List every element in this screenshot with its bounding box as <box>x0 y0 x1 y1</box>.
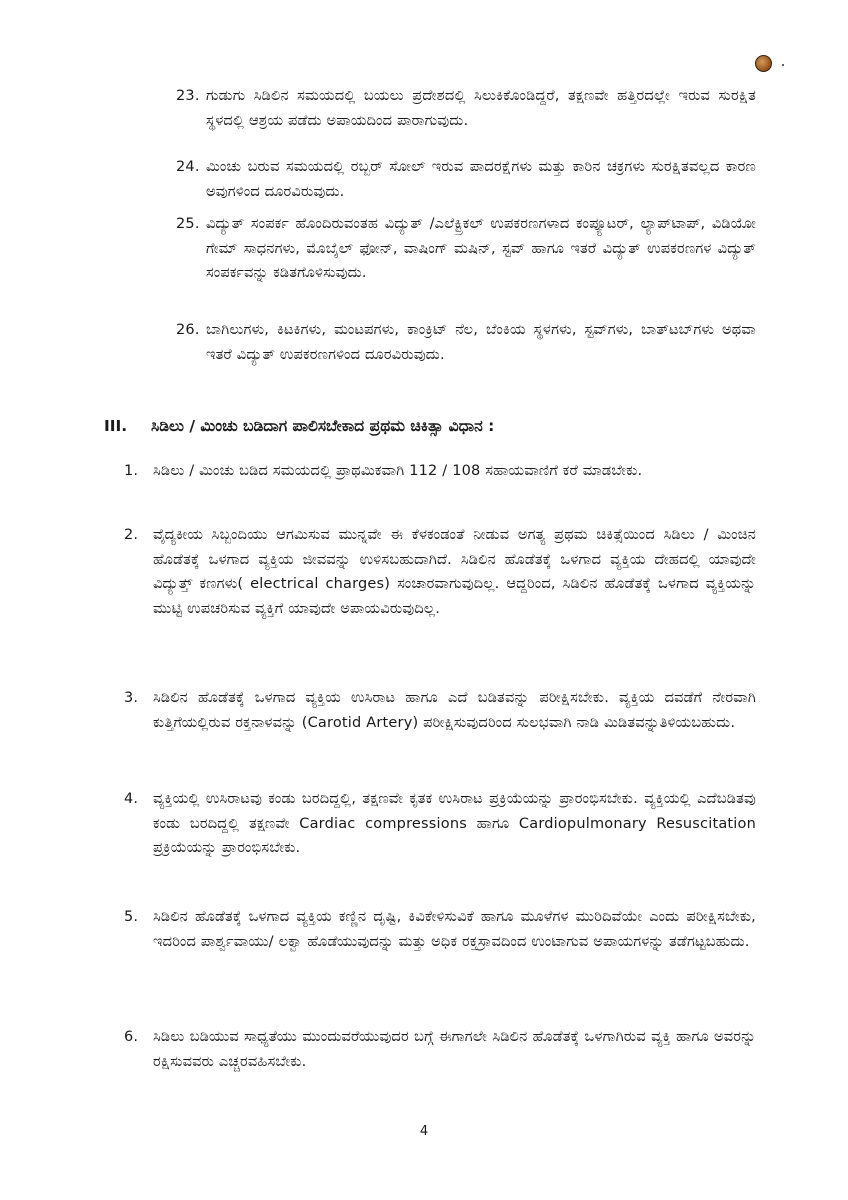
list-item <box>124 1025 756 1074</box>
item-text: ಗುಡುಗು ಸಿಡಿಲಿನ ಸಮಯದಲ್ಲಿ ಬಯಲು ಪ್ರದೇಶದಲ್ಲಿ ಸಿಲುಕಿಕೊಂಡಿದ್ದರೆ, ತಕ್ಷಣವೇ ಹತ್ತಿರದಲ್ಲೇ ಇರುವ ಸುರಕ್ಷಿತ ಸ್ಥಳದಲ್ಲಿ ಆಶ್ರಯ ಪಡೆದು ಅಪಾಯದಿಂದ ಪಾರಾಗುವುದು. <box>206 88 756 129</box>
section-number: III. <box>104 417 128 435</box>
item-number: 24. <box>176 159 200 175</box>
item-text: ವೈದ್ಯಕೀಯ ಸಿಬ್ಬಂದಿಯು ಆಗಮಿಸುವ ಮುನ್ನವೇ ಈ ಕೆಳಕಂಡಂತೆ ನೀಡುವ ಅಗತ್ಯ ಪ್ರಥಮ ಚಿಕಿತ್ಸೆಯಿಂದ ಸಿಡಿಲು / ಮಿಂಚಿನ ಹೊಡೆತಕ್ಕೆ ಒಳಗಾದ ವ್ಯಕ್ತಿಯ ಜೀವವನ್ನು ಉಳಿಸಬಹುದಾಗಿದೆ. ಸಿಡಿಲಿನ ಹೊಡೆತಕ್ಕೆ ಒಳಗಾದ ವ್ಯಕ್ತಿಯ ದೇಹದಲ್ಲಿ ಯಾವುದೇ ವಿದ್ಯುತ್ತ್ ಕಣಗಳು( electrical charges) ಸಂಚಾರವಾಗುವುದಿಲ್ಲ. ಆದ್ದರಿಂದ, ಸಿಡಿಲಿನ ಹೊಡೆತಕ್ಕೆ ಒಳಗಾದ ವ್ಯಕ್ತಿಯನ್ನು ಮುಟ್ಟಿ ಉಪಚರಿಸುವ ವ್ಯಕ್ತಿಗೆ ಯಾವುದೇ ಅಪಾಯವಿರುವುದಿಲ್ಲ. <box>153 527 756 617</box>
list-item <box>176 155 756 204</box>
item-number: 25. <box>176 216 200 232</box>
list-item <box>124 787 756 861</box>
item-number: 4. <box>124 791 139 807</box>
item-text: ಸಿಡಿಲು ಬಡಿಯುವ ಸಾಧ್ಯತೆಯು ಮುಂದುವರೆಯುವುದರ ಬಗ್ಗೆ ಈಗಾಗಲೇ ಸಿಡಿಲಿನ ಹೊಡೆತಕ್ಕೆ ಒಳಗಾಗಿರುವ ವ್ಯಕ್ತಿ ಹಾಗೂ ಅವರನ್ನು ರಕ್ಷಿಸುವವರು ಎಚ್ಚರವಹಿಸಬೇಕು. <box>153 1029 756 1070</box>
item-text: ವಿದ್ಯುತ್ ಸಂಪರ್ಕ ಹೊಂದಿರುವಂತಹ ವಿದ್ಯುತ್ /ಎಲೆಕ್ಟ್ರಿಕಲ್ ಉಪಕರಣಗಳಾದ ಕಂಪ್ಯೂಟರ್, ಲ್ಯಾಪ್‌ಟಾಪ್, ವಿಡಿಯೋ ಗೇಮ್ ಸಾಧನಗಳು, ಮೊಬೈಲ್ ಫೋನ್, ವಾಷಿಂಗ್ ಮಷಿನ್, ಸ್ಟವ್ ಹಾಗೂ ಇತರೆ ವಿದ್ಯುತ್ ಉಪಕರಣಗಳ ವಿದ್ಯುತ್ ಸಂಪರ್ಕವನ್ನು ಕಡಿತಗೊಳಿಸುವುದು. <box>206 216 756 281</box>
list-item <box>124 905 756 954</box>
item-text: ಮಿಂಚು ಬರುವ ಸಮಯದಲ್ಲಿ ರಬ್ಬರ್ ಸೋಲ್ ಇರುವ ಪಾದರಕ್ಷೆಗಳು ಮತ್ತು ಕಾರಿನ ಚಕ್ರಗಳು ಸುರಕ್ಷಿತವಲ್ಲದ ಕಾರಣ ಅವುಗಳಿಂದ ದೂರವಿರುವುದು. <box>206 159 756 200</box>
seal-stamp-icon <box>755 55 772 72</box>
list-item <box>124 459 756 484</box>
item-text: ಬಾಗಿಲುಗಳು, ಕಿಟಕಿಗಳು, ಮಂಟಪಗಳು, ಕಾಂಕ್ರಿಟ್ ನೆಲ, ಬೆಂಕಿಯ ಸ್ಥಳಗಳು, ಸ್ಟವ್‌ಗಳು, ಬಾತ್‌ಟಬ್‌ಗಳು ಅಥವಾ ಇತರೆ ವಿದ್ಯುತ್ ಉಪಕರಣಗಳಿಂದ ದೂರವಿರುವುದು. <box>206 322 756 363</box>
item-number: 6. <box>124 1029 139 1045</box>
item-number: 23. <box>176 88 200 104</box>
list-item <box>124 523 756 621</box>
item-number: 2. <box>124 527 139 543</box>
list-item <box>176 84 756 133</box>
item-text: ಸಿಡಿಲು / ಮಿಂಚು ಬಡಿದ ಸಮಯದಲ್ಲಿ ಪ್ರಾಥಮಿಕವಾಗಿ 112 / 108 ಸಹಾಯವಾಣಿಗೆ ಕರೆ ಮಾಡಬೇಕು. <box>153 463 643 479</box>
item-number: 5. <box>124 909 139 925</box>
item-number: 3. <box>124 690 139 706</box>
item-text: ವ್ಯಕ್ತಿಯಲ್ಲಿ ಉಸಿರಾಟವು ಕಂಡು ಬರದಿದ್ದಲ್ಲಿ, ತಕ್ಷಣವೇ ಕೃತಕ ಉಸಿರಾಟ ಪ್ರಕ್ರಿಯೆಯನ್ನು ಪ್ರಾರಂಭಿಸಬೇಕು. ವ್ಯಕ್ತಿಯಲ್ಲಿ ಎದೆಬಡಿತವು ಕಂಡು ಬರದಿದ್ದಲ್ಲಿ ತಕ್ಷಣವೇ Cardiac compressions ಹಾಗೂ Cardiopulmonary Resuscitation ಪ್ರಕ್ರಿಯೆಯನ್ನು ಪ್ರಾರಂಭಿಸಬೇಕು. <box>153 791 756 856</box>
list-item <box>124 686 756 735</box>
item-number: 1. <box>124 463 139 479</box>
list-item <box>176 212 756 286</box>
item-number: 26. <box>176 322 200 338</box>
ink-dot <box>782 64 784 66</box>
item-text: ಸಿಡಿಲಿನ ಹೊಡೆತಕ್ಕೆ ಒಳಗಾದ ವ್ಯಕ್ತಿಯ ಉಸಿರಾಟ ಹಾಗೂ ಎದೆ ಬಡಿತವನ್ನು ಪರೀಕ್ಷಿಸಬೇಕು. ವ್ಯಕ್ತಿಯ ದವಡೆಗೆ ನೇರವಾಗಿ ಕುತ್ತಿಗೆಯಲ್ಲಿರುವ ರಕ್ತನಾಳವನ್ನು (Carotid Artery) ಪರೀಕ್ಷಿಸುವುದರಿಂದ ಸುಲಭವಾಗಿ ನಾಡಿ ಮಿಡಿತವನ್ನುತಿಳಿಯಬಹುದು. <box>153 690 756 731</box>
section-heading <box>104 414 764 438</box>
item-text: ಸಿಡಿಲಿನ ಹೊಡೆತಕ್ಕೆ ಒಳಗಾದ ವ್ಯಕ್ತಿಯ ಕಣ್ಣಿನ ದೃಷ್ಟಿ, ಕಿವಿಕೇಳಿಸುವಿಕೆ ಹಾಗೂ ಮೂಳೆಗಳ ಮುರಿದಿವೆಯೇ ಎಂದು ಪರೀಕ್ಷಿಸಬೇಕು, ಇದರಿಂದ ಪಾರ್ಶ್ವವಾಯು/ ಲಕ್ವಾ ಹೊಡೆಯುವುದನ್ನು ಮತ್ತು ಅಧಿಕ ರಕ್ತಸ್ರಾವದಿಂದ ಉಂಟಾಗುವ ಅಪಾಯಗಳನ್ನು ತಡೆಗಟ್ಟಬಹುದು. <box>153 909 756 950</box>
page-number: 4 <box>419 1124 429 1139</box>
list-item <box>176 318 756 367</box>
section-title: ಸಿಡಿಲು / ಮಿಂಚು ಬಡಿದಾಗ ಪಾಲಿಸಬೇಕಾದ ಪ್ರಥಮ ಚಿಕಿತ್ಸಾ ವಿಧಾನ : <box>151 417 495 435</box>
